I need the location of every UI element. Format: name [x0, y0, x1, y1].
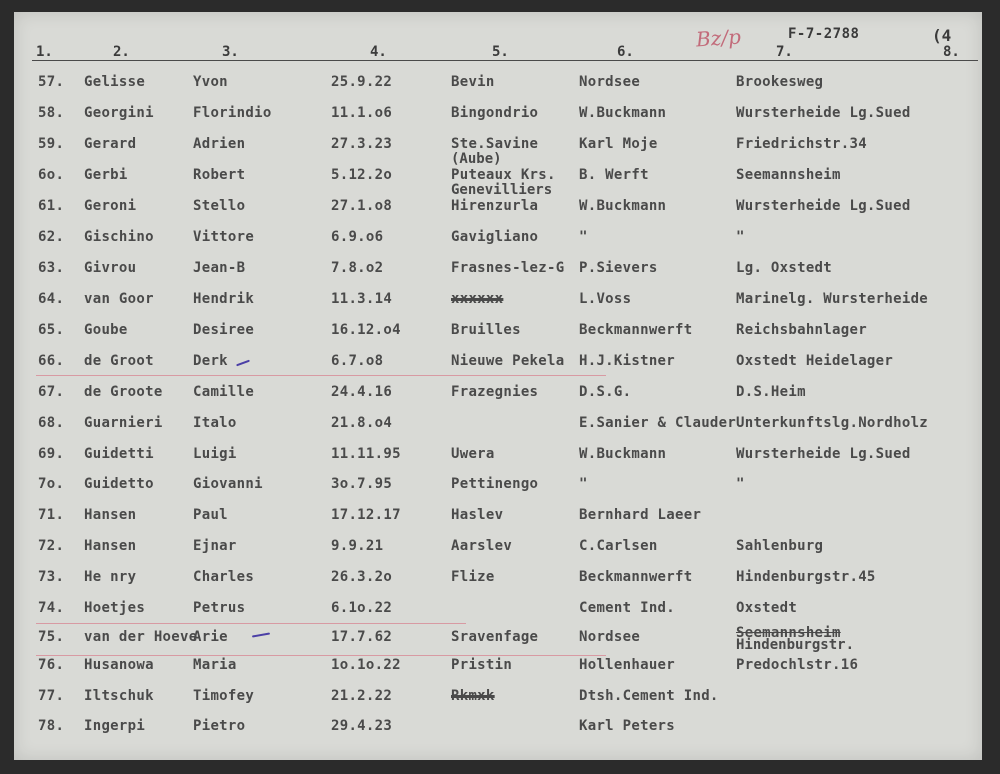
cell-first: Camille — [193, 384, 255, 400]
cell-surname: Hansen — [84, 538, 137, 554]
table-row — [0, 569, 1000, 589]
cell-date: 21.8.o4 — [331, 415, 393, 431]
column-number-8: 8. — [943, 44, 960, 60]
cell-num: 73. — [38, 569, 65, 585]
cell-place: Ste.Savine — [451, 136, 539, 152]
cell-first: Jean-B — [193, 260, 246, 276]
cell-first: Arie — [193, 629, 228, 645]
cell-employer: E.Sanier & Clauder — [579, 415, 737, 431]
red-underline-row-66 — [36, 375, 606, 376]
column-number-2: 2. — [113, 44, 130, 60]
cell-date: 11.1.o6 — [331, 105, 393, 121]
table-row — [0, 476, 1000, 496]
cell-date: 16.12.o4 — [331, 322, 401, 338]
cell-num: 61. — [38, 198, 65, 214]
cell-date: 27.3.23 — [331, 136, 393, 152]
cell-surname: van Goor — [84, 291, 154, 307]
cell-num: 6o. — [38, 167, 65, 183]
cell-employer: " — [579, 229, 588, 245]
cell-date: 17.7.62 — [331, 629, 393, 645]
cell-date: 5.12.2o — [331, 167, 393, 183]
table-row — [0, 229, 1000, 249]
cell-place: Bingondrio — [451, 105, 539, 121]
cell-address: Unterkunftslg.Nordholz — [736, 415, 929, 431]
table-row — [0, 718, 1000, 738]
cell-address: " — [736, 476, 745, 492]
cell-date: 6.1o.22 — [331, 600, 393, 616]
cell-num: 76. — [38, 657, 65, 673]
cell-date: 21.2.22 — [331, 688, 393, 704]
cell-place: Rkmxk — [451, 688, 495, 704]
cell-address: Hindenburgstr.45 — [736, 569, 876, 585]
document-reference: F-7-2788 — [788, 26, 860, 42]
cell-employer: Dtsh.Cement Ind. — [579, 688, 719, 704]
cell-place: xxxxxx — [451, 291, 504, 307]
cell-employer: Bernhard Laeer — [579, 507, 702, 523]
cell-first: Ejnar — [193, 538, 237, 554]
cell-surname: Geroni — [84, 198, 137, 214]
cell-employer: W.Buckmann — [579, 198, 667, 214]
cell-first: Italo — [193, 415, 237, 431]
cell-first: Derk — [193, 353, 228, 369]
cell-date: 1o.1o.22 — [331, 657, 401, 673]
cell-first: Desiree — [193, 322, 255, 338]
cell-employer: W.Buckmann — [579, 446, 667, 462]
column-number-3: 3. — [222, 44, 239, 60]
cell-surname: Gelisse — [84, 74, 146, 90]
cell-surname: Hoetjes — [84, 600, 146, 616]
cell-place: Pettinengo — [451, 476, 539, 492]
page-mark: (4 — [932, 26, 952, 45]
table-row — [0, 322, 1000, 342]
cell-first: Yvon — [193, 74, 228, 90]
cell-employer: L.Voss — [579, 291, 632, 307]
cell-employer: B. Werft — [579, 167, 649, 183]
cell-surname: Georgini — [84, 105, 154, 121]
column-number-1: 1. — [36, 44, 53, 60]
cell-date: 29.4.23 — [331, 718, 393, 734]
cell-surname: Givrou — [84, 260, 137, 276]
cell-num: 66. — [38, 353, 65, 369]
table-row — [0, 538, 1000, 558]
cell-address: Oxstedt Heidelager — [736, 353, 894, 369]
cell-surname: He nry — [84, 569, 137, 585]
cell-num: 74. — [38, 600, 65, 616]
cell-employer: P.Sievers — [579, 260, 658, 276]
cell-address: Oxstedt — [736, 600, 798, 616]
table-row — [0, 507, 1000, 527]
cell-employer: Beckmannwerft — [579, 322, 693, 338]
cell-employer: " — [579, 476, 588, 492]
table-row — [0, 198, 1000, 218]
cell-place: Uwera — [451, 446, 495, 462]
cell-employer: Nordsee — [579, 629, 641, 645]
cell-first: Stello — [193, 198, 246, 214]
cell-surname: Guarnieri — [84, 415, 163, 431]
handwritten-signature: Bz/p — [695, 24, 742, 52]
cell-address: D.S.Heim — [736, 384, 806, 400]
cell-address: Brookesweg — [736, 74, 824, 90]
cell-place: Sravenfage — [451, 629, 539, 645]
cell-num: 59. — [38, 136, 65, 152]
cell-surname: van der Hoeve — [84, 629, 198, 645]
cell-address: " — [736, 229, 745, 245]
column-number-5: 5. — [492, 44, 509, 60]
cell-num: 72. — [38, 538, 65, 554]
cell-first: Robert — [193, 167, 246, 183]
cell-employer: Nordsee — [579, 74, 641, 90]
cell-num: 65. — [38, 322, 65, 338]
cell-address: Friedrichstr.34 — [736, 136, 867, 152]
cell-surname: Hansen — [84, 507, 137, 523]
cell-date: 25.9.22 — [331, 74, 393, 90]
cell-date: 27.1.o8 — [331, 198, 393, 214]
cell-first: Pietro — [193, 718, 246, 734]
column-number-6: 6. — [617, 44, 634, 60]
cell-first: Timofey — [193, 688, 255, 704]
cell-date: 6.9.o6 — [331, 229, 384, 245]
cell-first: Paul — [193, 507, 228, 523]
cell-first: Vittore — [193, 229, 255, 245]
cell-employer: Karl Peters — [579, 718, 676, 734]
cell-first: Charles — [193, 569, 255, 585]
cell-address: Wursterheide Lg.Sued — [736, 446, 911, 462]
cell-place: Flize — [451, 569, 495, 585]
table-row — [0, 167, 1000, 198]
cell-employer: Cement Ind. — [579, 600, 676, 616]
cell-address: Marinelg. Wursterheide — [736, 291, 929, 307]
cell-employer: Beckmannwerft — [579, 569, 693, 585]
cell-date: 3o.7.95 — [331, 476, 393, 492]
cell-address: Sahlenburg — [736, 538, 824, 554]
cell-first: Giovanni — [193, 476, 263, 492]
cell-place: Pristin — [451, 657, 513, 673]
cell-surname: Gerbi — [84, 167, 128, 183]
table-row — [0, 625, 1000, 653]
cell-first: Adrien — [193, 136, 246, 152]
cell-address: Lg. Oxstedt — [736, 260, 833, 276]
cell-address-line2: Hindenburgstr. — [736, 637, 855, 653]
cell-surname: Ingerpi — [84, 718, 146, 734]
cell-num: 68. — [38, 415, 65, 431]
cell-address: Seemannsheim — [736, 167, 841, 183]
cell-first: Maria — [193, 657, 237, 673]
cell-num: 63. — [38, 260, 65, 276]
cell-num: 69. — [38, 446, 65, 462]
cell-date: 11.3.14 — [331, 291, 393, 307]
red-underline-row-75 — [36, 655, 606, 656]
cell-num: 58. — [38, 105, 65, 121]
cell-employer: W.Buckmann — [579, 105, 667, 121]
cell-address: Wursterheide Lg.Sued — [736, 105, 911, 121]
cell-place: Bruilles — [451, 322, 521, 338]
table-row — [0, 415, 1000, 435]
table-row — [0, 74, 1000, 94]
cell-address: Predochlstr.16 — [736, 657, 859, 673]
cell-surname: de Groot — [84, 353, 154, 369]
cell-surname: Goube — [84, 322, 128, 338]
cell-num: 78. — [38, 718, 65, 734]
cell-num: 67. — [38, 384, 65, 400]
cell-surname: Guidetti — [84, 446, 154, 462]
cell-num: 77. — [38, 688, 65, 704]
table-row — [0, 688, 1000, 708]
cell-first: Hendrik — [193, 291, 255, 307]
cell-address: Wursterheide Lg.Sued — [736, 198, 911, 214]
cell-num: 64. — [38, 291, 65, 307]
cell-place: Aarslev — [451, 538, 513, 554]
table-row — [0, 260, 1000, 280]
cell-place: Frasnes-lez-G — [451, 260, 565, 276]
cell-address: Seemannsheim — [736, 625, 841, 641]
table-row — [0, 600, 1000, 620]
cell-place: Nieuwe Pekela — [451, 353, 565, 369]
cell-num: 62. — [38, 229, 65, 245]
cell-place: Haslev — [451, 507, 504, 523]
cell-employer: Karl Moje — [579, 136, 658, 152]
cell-date: 26.3.2o — [331, 569, 393, 585]
cell-date: 6.7.o8 — [331, 353, 384, 369]
cell-surname: de Groote — [84, 384, 163, 400]
table-row — [0, 105, 1000, 125]
cell-place: Frazegnies — [451, 384, 539, 400]
cell-first: Florindio — [193, 105, 272, 121]
column-number-4: 4. — [370, 44, 387, 60]
cell-date: 11.11.95 — [331, 446, 401, 462]
cell-surname: Guidetto — [84, 476, 154, 492]
cell-place-line2: Genevilliers — [451, 182, 553, 198]
cell-place-line2: (Aube) — [451, 151, 502, 167]
cell-surname: Gerard — [84, 136, 137, 152]
cell-place: Hirenzurla — [451, 198, 539, 214]
table-row — [0, 353, 1000, 373]
cell-date: 24.4.16 — [331, 384, 393, 400]
cell-first: Petrus — [193, 600, 246, 616]
cell-num: 7o. — [38, 476, 65, 492]
red-underline-row-74 — [36, 623, 466, 624]
cell-first: Luigi — [193, 446, 237, 462]
table-row — [0, 384, 1000, 404]
table-row — [0, 446, 1000, 466]
table-row — [0, 291, 1000, 311]
cell-employer: H.J.Kistner — [579, 353, 676, 369]
cell-surname: Husanowa — [84, 657, 154, 673]
cell-date: 7.8.o2 — [331, 260, 384, 276]
cell-date: 17.12.17 — [331, 507, 401, 523]
cell-place: Puteaux Krs. — [451, 167, 556, 183]
cell-date: 9.9.21 — [331, 538, 384, 554]
cell-employer: Hollenhauer — [579, 657, 676, 673]
header-rule — [32, 60, 978, 61]
cell-address: Reichsbahnlager — [736, 322, 867, 338]
cell-employer: C.Carlsen — [579, 538, 658, 554]
table-row — [0, 136, 1000, 167]
column-number-7: 7. — [776, 44, 793, 60]
table-row — [0, 657, 1000, 677]
cell-place: Bevin — [451, 74, 495, 90]
cell-place: Gavigliano — [451, 229, 539, 245]
cell-employer: D.S.G. — [579, 384, 632, 400]
cell-num: 57. — [38, 74, 65, 90]
cell-num: 71. — [38, 507, 65, 523]
cell-surname: Iltschuk — [84, 688, 154, 704]
cell-surname: Gischino — [84, 229, 154, 245]
cell-num: 75. — [38, 629, 65, 645]
